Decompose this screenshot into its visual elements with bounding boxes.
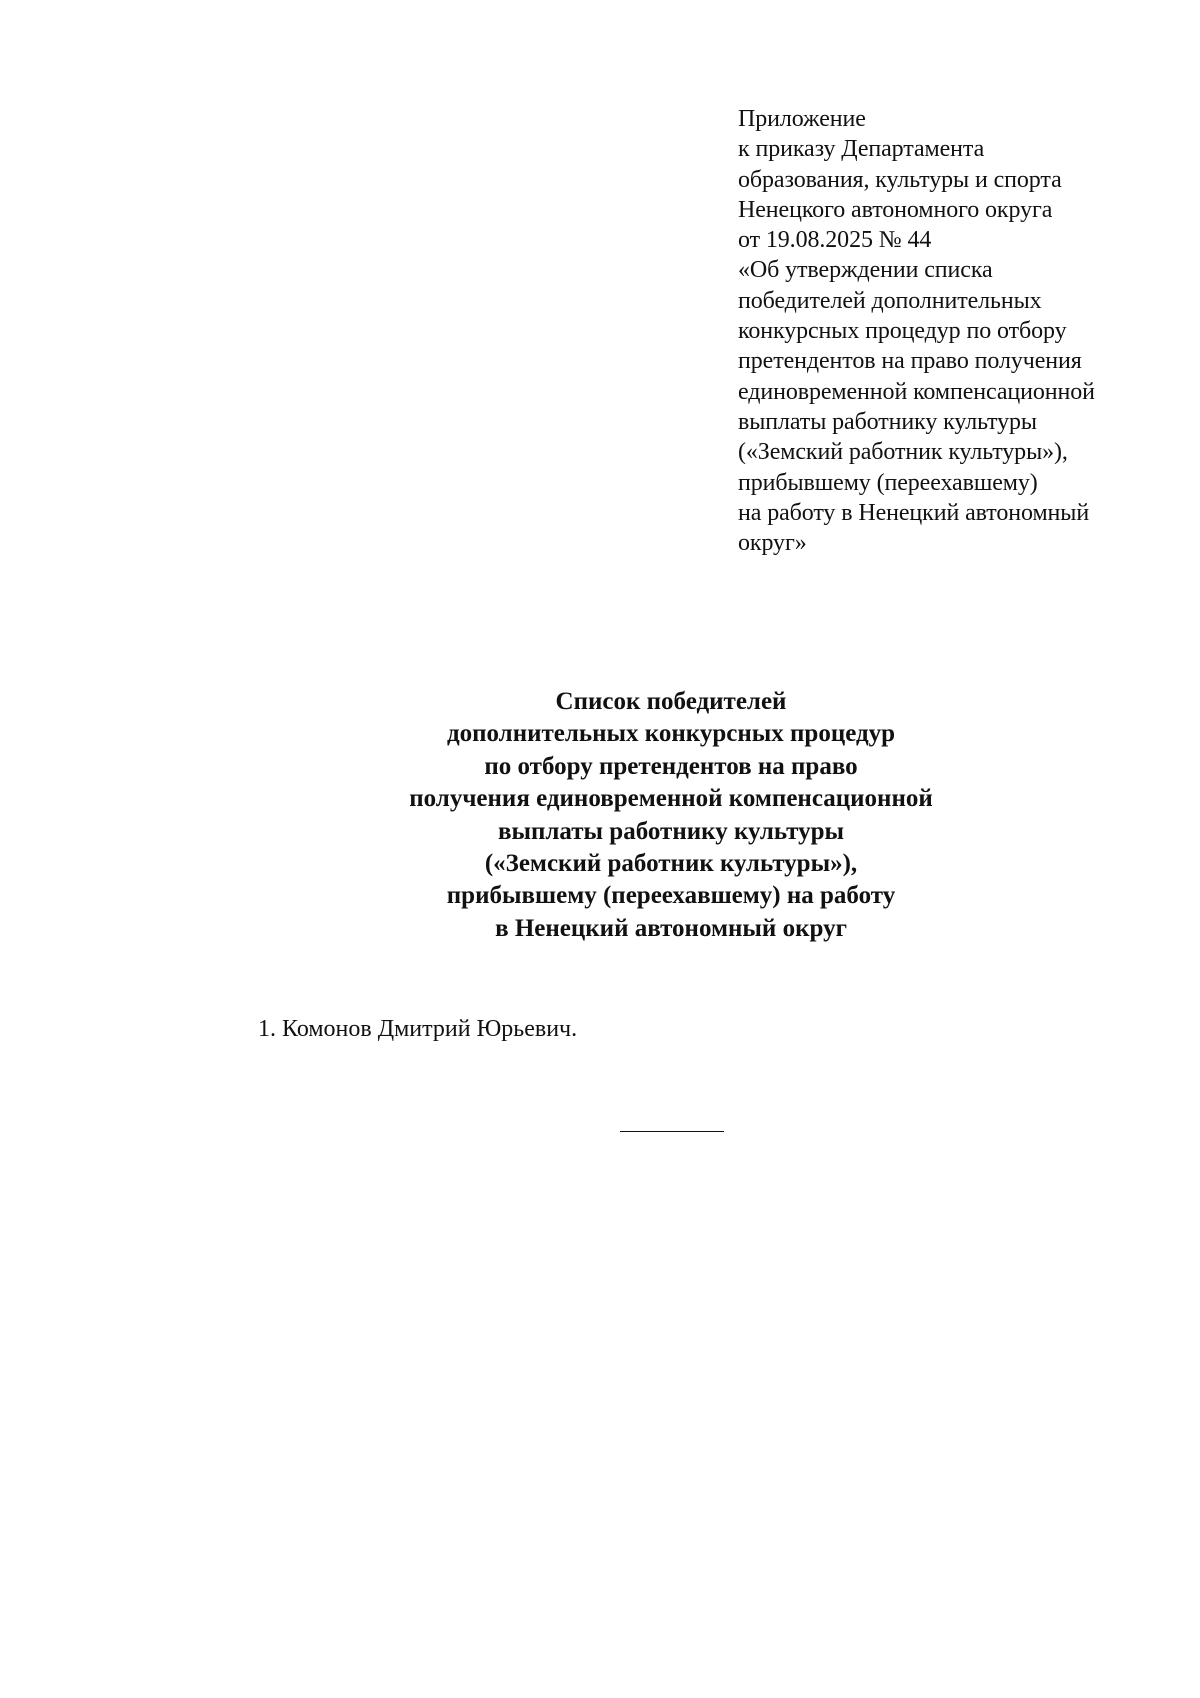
- appendix-line: округ»: [738, 530, 807, 557]
- title-line: дополнительных конкурсных процедур: [446, 720, 896, 748]
- title-line: («Земский работник культуры»),: [484, 850, 858, 878]
- appendix-line: победителей дополнительных: [738, 287, 1042, 314]
- title-line: выплаты работнику культуры: [497, 817, 845, 845]
- end-of-document-line: [620, 1131, 724, 1132]
- appendix-line: конкурсных процедур по отбору: [738, 318, 1067, 345]
- appendix-line: на работу в Ненецкий автономный: [738, 499, 1090, 526]
- appendix-line: единовременной компенсационной: [738, 378, 1095, 405]
- appendix-line: Ненецкого автономного округа: [738, 196, 1053, 223]
- appendix-line: («Земский работник культуры»),: [738, 439, 1068, 466]
- appendix-line: Приложение: [738, 106, 866, 132]
- appendix-line: к приказу Департамента: [738, 136, 985, 163]
- title-line: по отбору претендентов на право: [484, 752, 858, 780]
- appendix-line: претендентов на право получения: [738, 348, 1082, 375]
- appendix-line: выплаты работнику культуры: [738, 408, 1037, 435]
- title-line: прибывшему (переехавшему) на работу: [446, 882, 896, 910]
- appendix-line: от 19.08.2025 № 44: [738, 227, 932, 254]
- appendix-line: образования, культуры и спорта: [738, 166, 1062, 193]
- winner-list-item: 1. Комонов Дмитрий Юрьевич.: [258, 1016, 578, 1042]
- appendix-line: «Об утверждении списка: [738, 257, 993, 284]
- winners-list: [258, 1014, 577, 1044]
- document-title: [0, 686, 1200, 945]
- appendix-line: прибывшему (переехавшему): [738, 469, 1038, 496]
- title-line: Список победителей: [555, 688, 787, 715]
- title-line: в Ненецкий автономный округ: [495, 914, 847, 942]
- title-line: получения единовременной компенсационной: [409, 785, 933, 813]
- appendix-reference-block: [738, 104, 1178, 558]
